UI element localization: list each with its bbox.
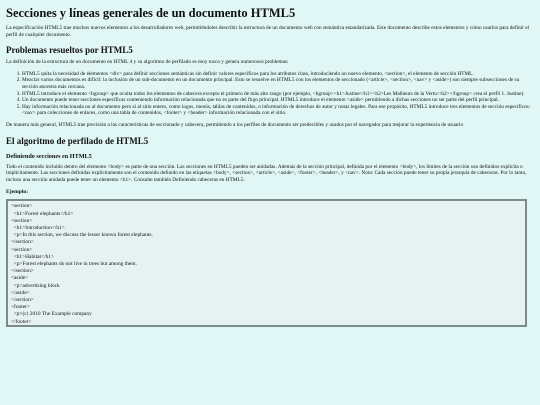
example-label: Ejemplo:	[6, 189, 29, 196]
subheading-defining-sections: Definiendo secciones en HTML5	[6, 152, 92, 160]
intro-paragraph: La especificación HTML5 trae muchos nuevos elementos a los desarrolladores web, permitiéndoles describir la estructura de un documento web con semántica estandarizada. Este documento describe estos elementos y cómo usarlos para definir el perfil de cualquier documento.	[6, 25, 530, 38]
code-line: <section>	[11, 246, 33, 253]
problems-list	[6, 71, 534, 117]
list-item: 2. Mezclar varios documentos es difícil: la inclusión de un sub-documento en un documento principal. Esto se resuelve en HTML5 con los elementos de seccionado (<article>, <section>, <nav> y <aside>) son siempre subsecciones de su sección ancestra más cercana.	[22, 77, 534, 90]
code-line: </section>	[11, 239, 34, 246]
code-line: <section>	[11, 217, 33, 224]
code-line: <section>	[11, 203, 33, 210]
code-line: <h1>Forest elephants</h1>	[11, 210, 74, 217]
code-line: <h1>Introduction</h1>	[11, 224, 65, 231]
code-line: <footer>	[11, 304, 30, 311]
code-line: <aside>	[11, 275, 29, 282]
defining-sections-paragraph: Todo el contenido incluido dentro del elemento <body> es parte de una sección. Las secciones en HTML5 pueden ser anidadas. Además de la sección principal, definida por el elemento <body>, los límites de la sección son definidos explícita o implícitamente. Las secciones definidas explícitamente son el contenido definido en las etiquetas <body>, <section>, <article>, <aside>, <footer>, <header>, y <nav>. Nota: Cada sección puede tener su propia jerarquía de cabeceras. Por lo tanto, incluso una sección anidada puede tener un elemento <h1>. Consulte también Definiendo cabeceras en HTML5.	[6, 163, 527, 183]
list-item: 5. Hay información relacionada no al documento pero sí al sitio entero, como logos, menús, tablas de contenidos, o información de derechos de autor y notas legales. Para ese propósito, HTML5 introduce tres elementos de sección específicos: <nav> para colecciones de enlaces, como una tabla de contenidos, <footer> y <header> información relacionada con el sitio.	[22, 104, 534, 117]
list-item: 4. Un documento puede tener secciones específicas conteniendo información relacionada que no es parte del flujo principal. HTML5 introduce el elemento <aside> permitiendo a dichas secciones no ser parte del perfil principal.	[22, 97, 534, 104]
problems-closing-paragraph: De manera más general, HTML5 trae precisión a las características de seccionado y cabecera, permitiendo a los perfiles de documento ser predecibles y usados por el navegador para mejorar la experiencia de usuario	[6, 121, 464, 128]
problems-lead-paragraph: La definición de la estructura de un documento en HTML 4 y su algoritmo de perfilado es muy tosco y genera numerosos problemas:	[6, 59, 289, 66]
section-heading-algorithm: El algoritmo de perfilado de HTML5	[6, 135, 149, 146]
page-title: Secciones y líneas generales de un documento HTML5	[6, 6, 296, 20]
list-item: 3. HTML5 introduce el elemento <hgroup> que oculta todos los elementos de cabecera excepto el primero de más alto rango (por ejemplo, <hgroup><h1>Justine</h1><h2>Les Malheurs de la Vertu</h2></hgroup> crea el perfil 1. Justine).	[22, 91, 534, 98]
code-line: </aside>	[11, 289, 30, 296]
code-line: <h1>Habitat</h1>	[11, 253, 55, 260]
code-line: </footer>	[11, 318, 32, 325]
code-line: </section>	[11, 268, 34, 275]
list-item: 1. HTML5 quita la necesidad de elementos <div> para definir secciones semánticas sin definir valores específicos para los atributos class, introduciendo un nuevo elemento, <section>, el elemento de sección HTML.	[22, 71, 534, 78]
code-line: <p>In this section, we discuss the lesser known forest elephants.	[11, 232, 153, 239]
section-heading-problems: Problemas resueltos por HTML5	[6, 45, 133, 56]
code-line: </section>	[11, 296, 34, 303]
code-line: <p>Forest elephants do not live in trees but among them.	[11, 260, 137, 267]
code-example-box[interactable]	[6, 199, 527, 327]
code-line: <p>(c) 2010 The Example company	[11, 311, 92, 318]
code-line: <p>advertising block	[11, 282, 60, 289]
